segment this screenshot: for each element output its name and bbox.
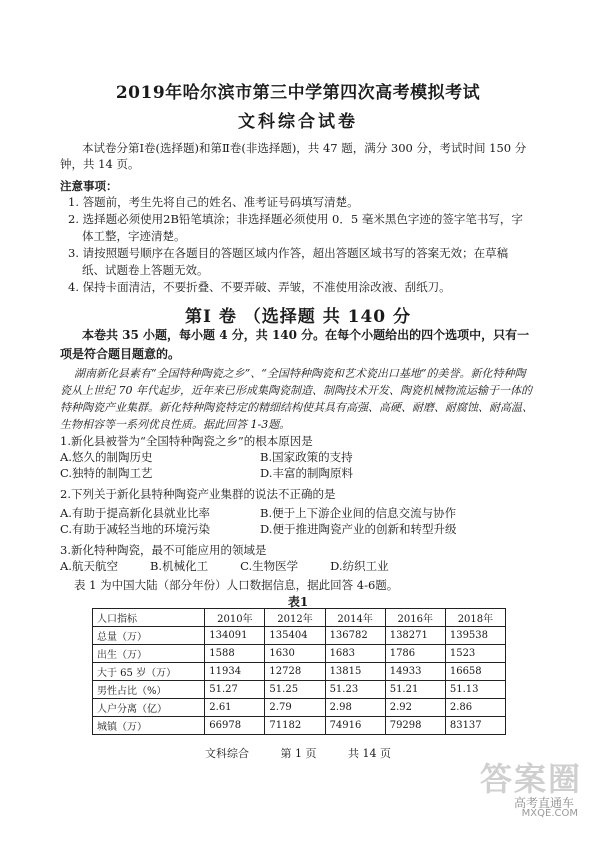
table-header: 人口指标 [93, 609, 205, 627]
table-header: 2014年 [325, 609, 385, 627]
table-cell: 出生（万） [93, 645, 205, 663]
notes-list [60, 194, 530, 296]
page-subtitle: 文科综合试卷 [238, 112, 358, 132]
table-cell: 1683 [325, 645, 385, 663]
table-row [93, 681, 506, 699]
option-d: D.丰富的制陶原料 [260, 466, 353, 480]
table-cell: 大于 65 岁（万） [93, 663, 205, 681]
table-cell: 74916 [325, 717, 385, 735]
table-cell: 14933 [385, 663, 445, 681]
note-item: 4. 保持卡面清洁，不要折叠、不要弄破、弄皱，不准使用涂改液、刮纸刀。 [68, 280, 451, 294]
table-cell: 135404 [265, 627, 325, 645]
table-cell: 2.98 [325, 699, 385, 717]
table-row [93, 717, 506, 735]
exam-intro: 本试卷分第Ⅰ卷(选择题)和第Ⅱ卷(非选择题)，共 47 题，满分 300 分，考试时间 150 分钟，共 14 页。 [60, 141, 527, 171]
footer-subject: 文科综合 [205, 747, 249, 760]
note-item: 1. 答题前，考生先将自己的姓名、准考证号码填写清楚。 [68, 195, 359, 209]
table-row [93, 645, 506, 663]
table-cell: 51.21 [385, 681, 445, 699]
table-cell: 11934 [205, 663, 265, 681]
option-b: B.国家政策的支持 [260, 450, 353, 464]
table-cell: 138271 [385, 627, 445, 645]
table-header-row [93, 609, 506, 627]
notes-heading: 注意事项： [60, 179, 118, 193]
table-cell: 2.86 [445, 699, 505, 717]
table-cell: 134091 [205, 627, 265, 645]
section-intro: 本卷共 35 小题，每小题 4 分，共 140 分。在每个小题给出的四个选项中，只有一项是符合题目题意的。 [60, 328, 530, 361]
table-cell: 1786 [385, 645, 445, 663]
watermark-big-text: 答案圈 [479, 760, 582, 798]
note-item: 3. 请按照题号顺序在各题目的答题区域内作答，超出答题区域书写的答案无效；在草稿纸、试题卷上答题无效。 [68, 246, 509, 277]
table-cell: 1523 [445, 645, 505, 663]
table-cell: 51.23 [325, 681, 385, 699]
watermark-small-text: 高考直通车 [513, 796, 574, 810]
table-cell: 136782 [325, 627, 385, 645]
option-b: B.便于上下游企业间的信息交流与协作 [260, 506, 457, 520]
table-cell: 71182 [265, 717, 325, 735]
table-row [93, 663, 506, 681]
page-title: 2019年哈尔滨市第三中学第四次高考模拟考试 [115, 83, 481, 103]
footer-total-pages: 共 14 页 [348, 747, 391, 760]
option-c: C.独特的制陶工艺 [60, 466, 153, 480]
table-cell: 总量（万） [93, 627, 205, 645]
table-cell: 16658 [445, 663, 505, 681]
table-cell: 2.61 [205, 699, 265, 717]
table-cell: 2.92 [385, 699, 445, 717]
note-item: 2. 选择题必须使用2B铅笔填涂；非选择题必须使用 0．5 毫米黑色字迹的签字笔书写，字体工整，字迹清楚。 [68, 212, 523, 243]
option-b: B.机械化工 [149, 559, 209, 573]
table-cell: 1630 [265, 645, 325, 663]
table-cell: 13815 [325, 663, 385, 681]
option-a: A.有助于提高新化县就业比率 [60, 506, 210, 520]
section-title: 第Ⅰ 卷 （选择题 共 140 分 [184, 307, 412, 327]
question-2-options [60, 505, 540, 537]
question-1-stem: 1.新化县被誉为“全国特种陶瓷之乡”的根本原因是 [60, 434, 313, 448]
question-2-stem: 2.下列关于新化县特种陶瓷产业集群的说法不正确的是 [60, 487, 336, 501]
table-cell: 1588 [205, 645, 265, 663]
watermark-url: MXQE.COM [521, 808, 578, 819]
table-cell: 83137 [445, 717, 505, 735]
table-row [93, 627, 506, 645]
table-header: 2018年 [445, 609, 505, 627]
question-3-stem: 3.新化特种陶瓷，最不可能应用的领域是 [60, 543, 267, 557]
footer-page-number: 第 1 页 [280, 747, 317, 760]
table-header: 2016年 [385, 609, 445, 627]
table-row [93, 699, 506, 717]
table-cell: 51.27 [205, 681, 265, 699]
table-cell: 139538 [445, 627, 505, 645]
table-cell: 男性占比（%） [93, 681, 205, 699]
table-caption: 表1 [287, 595, 309, 609]
table-cell: 12728 [265, 663, 325, 681]
reading-passage: 湖南新化县素有“全国特种陶瓷之乡”、“全国特种陶瓷和艺术瓷出口基地”的美誉。新化特种陶瓷从上世纪 70 年代起步，近年来已形成集陶瓷制造、制陶技术开发、陶瓷机械物流运输于一体的特种陶瓷产业集群。新化特种陶瓷特定的精细结构使其具有高强、高硬、耐磨、耐腐蚀、耐高温、生物相容等一系列优良性质。据此回答 1-3题。 [60, 367, 533, 431]
question-3-options [60, 558, 540, 574]
table-cell: 51.25 [265, 681, 325, 699]
option-a: A.悠久的制陶历史 [60, 450, 153, 464]
option-d: D.便于推进陶瓷产业的创新和转型升级 [260, 522, 457, 536]
table-cell: 66978 [205, 717, 265, 735]
watermark-logo [462, 754, 582, 819]
question-1-options [60, 449, 540, 481]
option-d: D.纺织工业 [330, 559, 389, 573]
option-c: C.有助于减轻当地的环境污染 [60, 522, 211, 536]
table-cell: 79298 [385, 717, 445, 735]
table-cell: 2.79 [265, 699, 325, 717]
table-intro: 表 1 为中国大陆（部分年份）人口数据信息，据此回答 4-6题。 [74, 578, 399, 592]
table-header: 2010年 [205, 609, 265, 627]
table-cell: 51.13 [445, 681, 505, 699]
table-cell: 城镇（万） [93, 717, 205, 735]
table-header: 2012年 [265, 609, 325, 627]
option-a: A.航天航空 [60, 559, 118, 573]
table-cell: 人户分离（亿） [93, 699, 205, 717]
option-c: C.生物医学 [240, 559, 299, 573]
population-table [92, 608, 506, 735]
